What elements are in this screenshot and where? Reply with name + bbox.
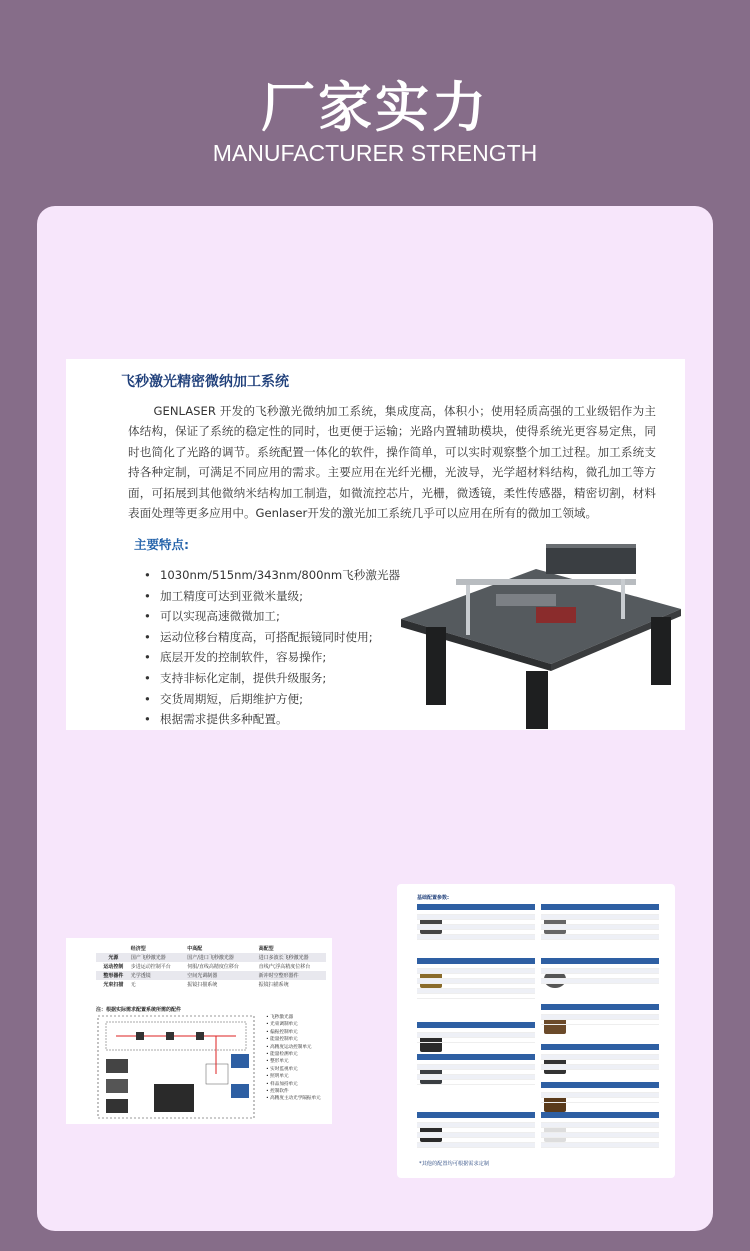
spec-sheet-panel	[397, 884, 675, 1178]
spec-block	[417, 1022, 535, 1050]
page-header	[0, 0, 750, 200]
list-item: • 高精度运动控制单元	[266, 1044, 321, 1051]
list-item: • 能量检测单元	[266, 1051, 321, 1058]
feature-item: • 根据需求提供多种配置。	[144, 709, 400, 730]
table-cell: 光束扫描	[103, 982, 124, 988]
table-header: 中高配	[187, 946, 203, 952]
table-cell: 无	[130, 982, 136, 988]
table-cell: 国产飞秒激光器	[127, 953, 183, 962]
spec-block	[541, 1112, 659, 1156]
config-table	[96, 944, 326, 989]
list-item: • 样品加持单元	[266, 1081, 321, 1088]
feature-item: • 1030nm/515nm/343nm/800nm飞秒激光器	[144, 565, 400, 586]
list-item: • 整形单元	[266, 1058, 321, 1065]
list-item: • 能量控制单元	[266, 1036, 321, 1043]
spec-block	[541, 958, 659, 1008]
page-title: 厂家实力	[261, 76, 489, 139]
table-header: 高配型	[258, 946, 274, 952]
spec-block	[541, 1082, 659, 1110]
table-cell: 伺服/直线高精度位移台	[187, 964, 239, 970]
parts-list	[266, 1014, 321, 1103]
system-intro-panel	[66, 359, 685, 730]
spec-title: 基础配置参数:	[417, 895, 450, 901]
table-cell: 光学透镜	[127, 971, 183, 980]
system-title: 飞秒激光精密微纳加工系统	[121, 374, 289, 390]
table-cell: 国产/进口飞秒激光器	[183, 953, 254, 962]
table-cell: 振镜扫描系统	[258, 982, 289, 988]
table-cell: 进口多波长飞秒激光器	[255, 953, 326, 962]
table-cell: 光源	[96, 953, 127, 962]
spec-block	[541, 1004, 659, 1040]
list-item: • 飞秒激光器	[266, 1014, 321, 1021]
list-item: • 照明单元	[266, 1073, 321, 1080]
feature-item: • 运动位移台精度高，可搭配振镜同时使用;	[144, 627, 400, 648]
table-cell: 新冲时空整形器件	[255, 971, 326, 980]
list-item: • 偏振控制单元	[266, 1029, 321, 1036]
feature-item: • 可以实现高速微微加工;	[144, 606, 400, 627]
table-cell: 运动控制	[103, 964, 124, 970]
system-description: GENLASER 开发的飞秒激光微纳加工系统，集成度高，体积小；使用轻质高强的工业级铝作为主体结构，保证了系统的稳定性的同时，也更便于运输；光路内置辅助模块，使得系统光更容易定焦，同时也简化了光路的调节。系统配置一体化的软件，操作简单，可以实时观察整个加工过程。加工系统支持各种定制，可满足不同应用的需求。主要应用在光纤光栅，光波导，光学超材料结构，微孔加工等方面，可拓展到其他微纳米结构加工制造，如微流控芯片，光栅，微透镜，柔性传感器，精密切割，材料表面处理等更多应用中。Genlaser开发的激光加工系统几乎可以应用在所有的微加工领域。	[128, 404, 656, 521]
spec-block	[541, 1044, 659, 1080]
feature-item: • 支持非标化定制，提供升级服务;	[144, 668, 400, 689]
features-title: 主要特点:	[134, 537, 189, 552]
feature-item: • 底层开发的控制软件，容易操作;	[144, 647, 400, 668]
spec-block	[417, 958, 535, 1018]
system-diagram	[96, 1014, 256, 1120]
spec-footnote: *其他的配置均可根据需求定制	[419, 1161, 490, 1167]
list-item: • 高精度主动光学隔振单元	[266, 1095, 321, 1102]
table-header	[96, 944, 127, 953]
list-item: • 控制软件	[266, 1088, 321, 1095]
feature-item: • 加工精度可达到亚微米量级;	[144, 586, 400, 607]
config-table-panel	[66, 938, 332, 1124]
list-item: • 实时监视单元	[266, 1066, 321, 1073]
page-subtitle: MANUFACTURER STRENGTH	[212, 140, 538, 166]
config-note: 注：根据实际需求配置系统所需的配件	[96, 1007, 182, 1013]
table-cell: 直线/气浮高精度位移台	[258, 964, 311, 970]
table-cell: 空间光调制器	[183, 971, 254, 980]
spec-block	[417, 1054, 535, 1094]
table-cell: 整形器件	[96, 971, 127, 980]
features-list	[144, 565, 400, 730]
list-item: • 光束调制单元	[266, 1021, 321, 1028]
table-cell: 振镜扫描系统	[187, 982, 218, 988]
table-header: 经济型	[130, 946, 146, 952]
spec-block	[417, 1112, 535, 1156]
laser-machine-image	[396, 539, 686, 729]
spec-block	[541, 904, 659, 954]
feature-item: • 交货周期短，后期维护方便;	[144, 689, 400, 710]
spec-block	[417, 904, 535, 954]
table-cell: 步进运动控制平台	[130, 964, 171, 970]
